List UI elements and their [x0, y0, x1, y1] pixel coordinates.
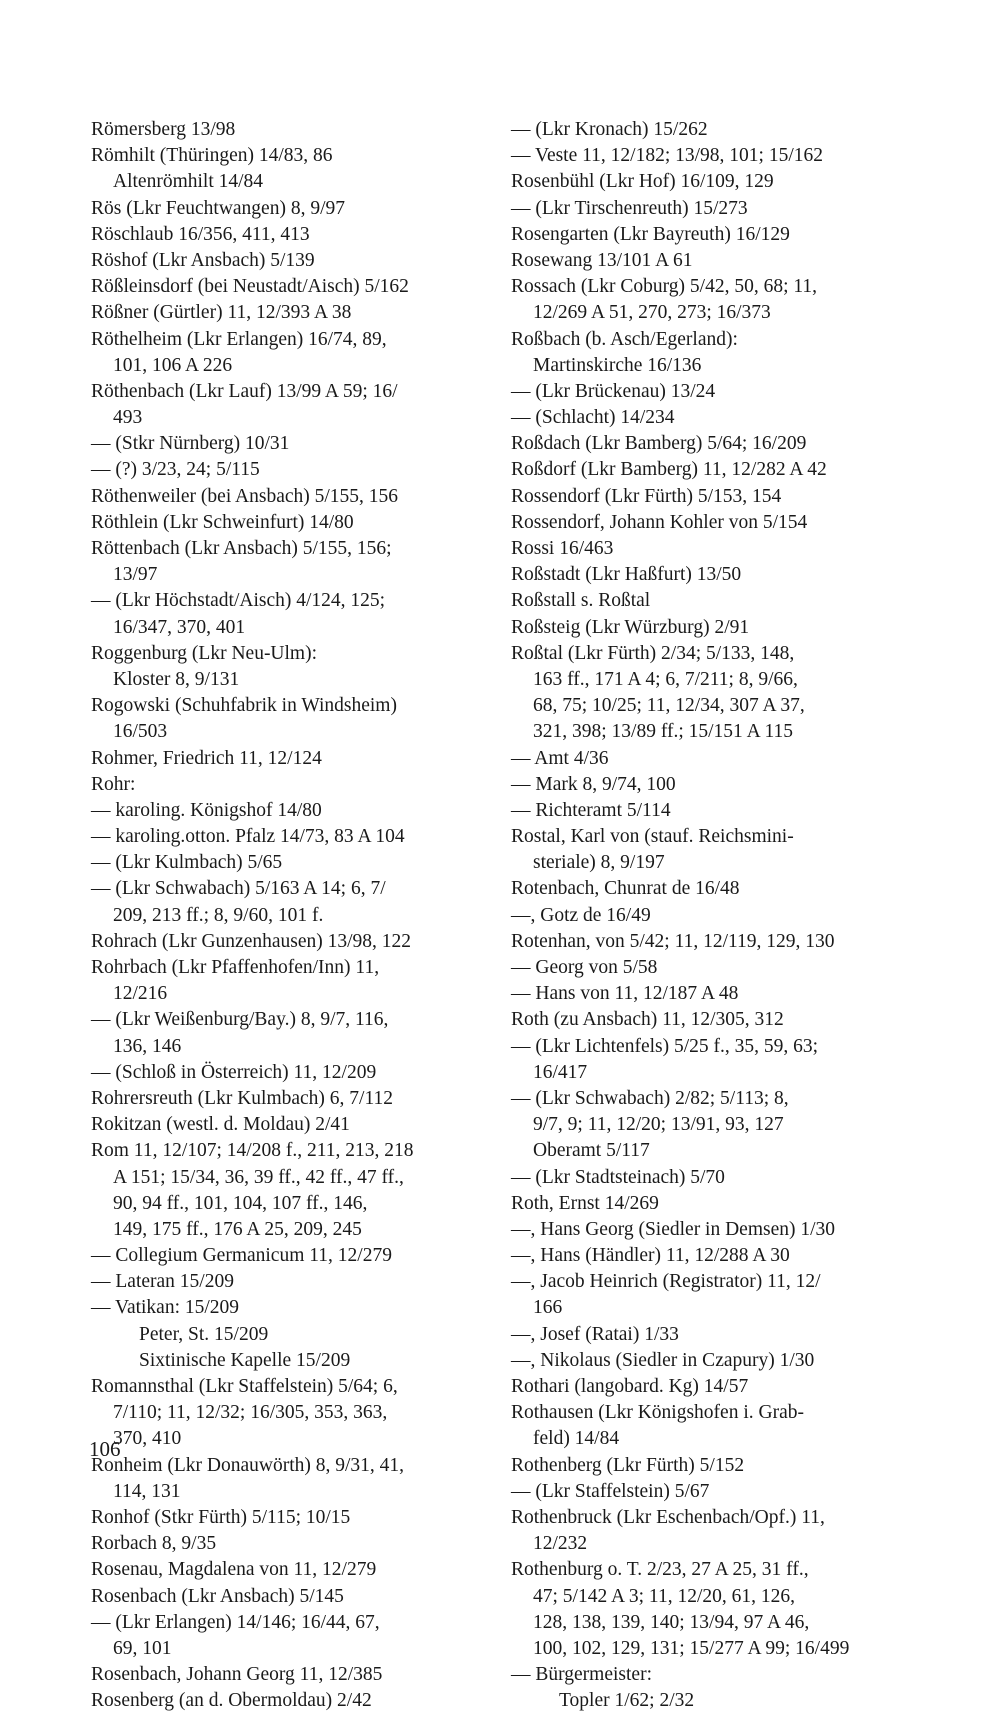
index-entry-line: —, Hans Georg (Siedler in Demsen) 1/30: [511, 1218, 836, 1240]
index-entry-line: Rosenbühl (Lkr Hof) 16/109, 129: [511, 171, 774, 193]
index-entry-line: Rosenbach (Lkr Ansbach) 5/145: [91, 1585, 344, 1607]
index-column-right: [511, 117, 909, 1714]
index-entry-line: 209, 213 ff.; 8, 9/60, 101 f.: [113, 904, 324, 926]
index-entry-line: Rößner (Gürtler) 11, 12/393 A 38: [91, 302, 352, 324]
index-entry-line: Röschlaub 16/356, 411, 413: [91, 223, 310, 245]
index-entry-line: —, Hans (Händler) 11, 12/288 A 30: [511, 1245, 790, 1267]
index-entry-line: — (Lkr Weißenburg/Bay.) 8, 9/7, 116,: [91, 1009, 389, 1031]
index-entry-line: —, Jacob Heinrich (Registrator) 11, 12/: [511, 1271, 821, 1293]
index-entry-line: Rom 11, 12/107; 14/208 f., 211, 213, 218: [91, 1140, 414, 1162]
index-entry-line: Rossendorf (Lkr Fürth) 5/153, 154: [511, 485, 782, 507]
index-entry-line: 47; 5/142 A 3; 11, 12/20, 61, 126,: [533, 1585, 796, 1607]
index-entry-line: 16/347, 370, 401: [113, 616, 246, 638]
index-entry-line: — (?) 3/23, 24; 5/115: [91, 459, 260, 481]
index-entry-line: Rosengarten (Lkr Bayreuth) 16/129: [511, 223, 790, 245]
index-entry-line: — Hans von 11, 12/187 A 48: [511, 983, 739, 1005]
index-entry-line: 9/7, 9; 11, 12/20; 13/91, 93, 127: [533, 1114, 784, 1136]
index-entry-line: 16/503: [113, 721, 168, 743]
index-entry-line: Rotenhan, von 5/42; 11, 12/119, 129, 130: [511, 930, 835, 952]
index-entry-line: 12/216: [113, 983, 168, 1005]
index-entry-line: 166: [533, 1297, 563, 1319]
index-entry-line: 7/110; 11, 12/32; 16/305, 353, 363,: [113, 1402, 388, 1424]
index-entry-line: Rosenberg (an d. Obermoldau) 2/42: [91, 1690, 372, 1712]
index-entry-line: — (Schloß in Österreich) 11, 12/209: [91, 1061, 377, 1083]
index-entry-line: — (Schlacht) 14/234: [511, 407, 675, 429]
index-entry-line: Rohr:: [91, 773, 136, 795]
index-entry-line: 149, 175 ff., 176 A 25, 209, 245: [113, 1218, 362, 1240]
index-entry-line: steriale) 8, 9/197: [533, 852, 665, 874]
index-entry-line: 90, 94 ff., 101, 104, 107 ff., 146,: [113, 1192, 368, 1214]
index-entry-line: Rothenburg o. T. 2/23, 27 A 25, 31 ff.,: [511, 1559, 809, 1581]
index-entry-line: feld) 14/84: [533, 1428, 620, 1450]
index-entry-line: — Amt 4/36: [511, 747, 609, 769]
index-entry-line: Romannsthal (Lkr Staffelstein) 5/64; 6,: [91, 1376, 398, 1397]
index-entry-line: Rotenbach, Chunrat de 16/48: [511, 878, 740, 900]
index-entry-line: — Vatikan: 15/209: [91, 1297, 240, 1319]
index-entry-line: Roßbach (b. Asch/Egerland):: [511, 328, 738, 350]
index-entry-line: — (Lkr Brückenau) 13/24: [511, 380, 716, 402]
index-entry-line: Roggenburg (Lkr Neu-Ulm):: [91, 642, 318, 664]
index-entry-line: — karoling.otton. Pfalz 14/73, 83 A 104: [91, 826, 405, 848]
index-entry-line: — karoling. Königshof 14/80: [91, 799, 322, 821]
index-entry-line: 16/417: [533, 1061, 588, 1083]
index-entry-line: Rothausen (Lkr Königshofen i. Grab-: [511, 1402, 804, 1424]
index-entry-line: 163 ff., 171 A 4; 6, 7/211; 8, 9/66,: [533, 668, 798, 690]
index-entry-line: Rös (Lkr Feuchtwangen) 8, 9/97: [91, 197, 345, 219]
index-entry-line: — Mark 8, 9/74, 100: [511, 773, 676, 795]
index-entry-line: Kloster 8, 9/131: [113, 668, 240, 690]
index-entry-line: — Collegium Germanicum 11, 12/279: [91, 1245, 392, 1267]
index-entry-line: Topler 1/62; 2/32: [559, 1690, 695, 1712]
index-entry-line: A 151; 15/34, 36, 39 ff., 42 ff., 47 ff.,: [113, 1166, 404, 1188]
index-entry-line: 69, 101: [113, 1637, 172, 1659]
index-entry-line: Röttenbach (Lkr Ansbach) 5/155, 156;: [91, 538, 392, 559]
index-entry-line: Rosenbach, Johann Georg 11, 12/385: [91, 1664, 383, 1686]
index-entry-line: Rothenbruck (Lkr Eschenbach/Opf.) 11,: [511, 1506, 825, 1528]
index-entry-line: — (Lkr Lichtenfels) 5/25 f., 35, 59, 63;: [511, 1035, 819, 1057]
index-entry-line: 12/269 A 51, 270, 273; 16/373: [533, 302, 771, 324]
index-entry-line: Röthelheim (Lkr Erlangen) 16/74, 89,: [91, 328, 387, 350]
index-entry-line: Peter, St. 15/209: [139, 1323, 269, 1345]
index-entry-line: Roßsteig (Lkr Würzburg) 2/91: [511, 616, 750, 638]
index-entry-line: Rorbach 8, 9/35: [91, 1533, 217, 1555]
index-entry-line: 321, 398; 13/89 ff.; 15/151 A 115: [533, 721, 794, 743]
index-entry-line: 136, 146: [113, 1035, 182, 1057]
index-entry-line: Ronheim (Lkr Donauwörth) 8, 9/31, 41,: [91, 1454, 405, 1476]
index-entry-line: —, Nikolaus (Siedler in Czapury) 1/30: [511, 1349, 815, 1371]
index-entry-line: —, Gotz de 16/49: [511, 904, 651, 926]
page-number: 106: [89, 1437, 121, 1461]
index-entry-line: 370, 410: [113, 1428, 182, 1450]
index-entry-line: — (Lkr Tirschenreuth) 15/273: [511, 197, 748, 219]
index-entry-line: Römhilt (Thüringen) 14/83, 86: [91, 145, 333, 167]
index-entry-line: Martinskirche 16/136: [533, 354, 702, 376]
index-entry-line: — (Lkr Schwabach) 5/163 A 14; 6, 7/: [91, 878, 386, 900]
index-entry-line: Ronhof (Stkr Fürth) 5/115; 10/15: [91, 1506, 351, 1528]
index-entry-line: 101, 106 A 226: [113, 354, 233, 376]
index-entry-line: Rößleinsdorf (bei Neustadt/Aisch) 5/162: [91, 276, 409, 298]
index-entry-line: Rothenberg (Lkr Fürth) 5/152: [511, 1454, 745, 1476]
index-entry-line: — (Lkr Stadtsteinach) 5/70: [511, 1166, 725, 1188]
index-entry-line: — Bürgermeister:: [511, 1664, 652, 1686]
index-entry-line: Oberamt 5/117: [533, 1140, 650, 1162]
index-entry-line: Sixtinische Kapelle 15/209: [139, 1349, 351, 1371]
index-entry-line: —, Josef (Ratai) 1/33: [511, 1323, 679, 1345]
index-entry-line: Roßstadt (Lkr Haßfurt) 13/50: [511, 564, 742, 586]
index-entry-line: — (Stkr Nürnberg) 10/31: [91, 433, 290, 455]
index-entry-line: Roßstall s. Roßtal: [511, 590, 651, 612]
index-entry-line: 12/232: [533, 1533, 588, 1555]
index-entry-line: Rossach (Lkr Coburg) 5/42, 50, 68; 11,: [511, 276, 818, 298]
index-entry-line: — (Lkr Erlangen) 14/146; 16/44, 67,: [91, 1611, 380, 1633]
index-entry-line: Rokitzan (westl. d. Moldau) 2/41: [91, 1114, 350, 1136]
index-entry-line: Röshof (Lkr Ansbach) 5/139: [91, 249, 315, 271]
index-entry-line: Rossi 16/463: [511, 538, 614, 559]
index-entry-line: 13/97: [113, 564, 158, 586]
index-entry-line: Rosenau, Magdalena von 11, 12/279: [91, 1559, 377, 1581]
index-entry-line: Rohrbach (Lkr Pfaffenhofen/Inn) 11,: [91, 957, 380, 978]
index-entry-line: — (Lkr Kulmbach) 5/65: [91, 852, 283, 874]
index-entry-line: Rohrach (Lkr Gunzenhausen) 13/98, 122: [91, 930, 412, 952]
index-entry-line: — (Lkr Kronach) 15/262: [511, 119, 708, 140]
index-entry-line: — Richteramt 5/114: [511, 799, 671, 821]
index-entry-line: — Georg von 5/58: [511, 957, 658, 978]
index-entry-line: Rogowski (Schuhfabrik in Windsheim): [91, 695, 397, 717]
index-entry-line: Altenrömhilt 14/84: [113, 171, 264, 193]
index-entry-line: — Veste 11, 12/182; 13/98, 101; 15/162: [511, 145, 823, 167]
index-entry-line: Roßdach (Lkr Bamberg) 5/64; 16/209: [511, 433, 807, 455]
index-entry-line: Röthlein (Lkr Schweinfurt) 14/80: [91, 511, 354, 533]
index-entry-line: Röthenbach (Lkr Lauf) 13/99 A 59; 16/: [91, 380, 398, 402]
index-entry-line: Rohrersreuth (Lkr Kulmbach) 6, 7/112: [91, 1087, 393, 1109]
index-entry-line: 100, 102, 129, 131; 15/277 A 99; 16/499: [533, 1637, 850, 1659]
index-entry-line: Römersberg 13/98: [91, 119, 236, 140]
index-entry-line: Rosewang 13/101 A 61: [511, 249, 693, 271]
index-entry-line: Roßtal (Lkr Fürth) 2/34; 5/133, 148,: [511, 642, 795, 664]
index-entry-line: — Lateran 15/209: [91, 1271, 234, 1293]
index-entry-line: Rohmer, Friedrich 11, 12/124: [91, 747, 322, 769]
index-entry-line: — (Lkr Staffelstein) 5/67: [511, 1480, 710, 1502]
index-entry-line: — (Lkr Schwabach) 2/82; 5/113; 8,: [511, 1087, 789, 1109]
index-column-left: [91, 117, 483, 1714]
index-entry-line: Rothari (langobard. Kg) 14/57: [511, 1376, 749, 1397]
index-entry-line: 68, 75; 10/25; 11, 12/34, 307 A 37,: [533, 695, 805, 717]
index-entry-line: Roßdorf (Lkr Bamberg) 11, 12/282 A 42: [511, 459, 827, 481]
index-entry-line: Roth (zu Ansbach) 11, 12/305, 312: [511, 1009, 784, 1031]
index-entry-line: Röthenweiler (bei Ansbach) 5/155, 156: [91, 485, 399, 507]
index-entry-line: Rossendorf, Johann Kohler von 5/154: [511, 511, 808, 533]
index-entry-line: 114, 131: [113, 1480, 181, 1502]
index-entry-line: 493: [113, 407, 143, 429]
index-entry-line: — (Lkr Höchstadt/Aisch) 4/124, 125;: [91, 590, 386, 612]
index-entry-line: Roth, Ernst 14/269: [511, 1192, 659, 1214]
index-entry-line: Rostal, Karl von (stauf. Reichsmini-: [511, 826, 794, 848]
index-entry-line: 128, 138, 139, 140; 13/94, 97 A 46,: [533, 1611, 810, 1633]
